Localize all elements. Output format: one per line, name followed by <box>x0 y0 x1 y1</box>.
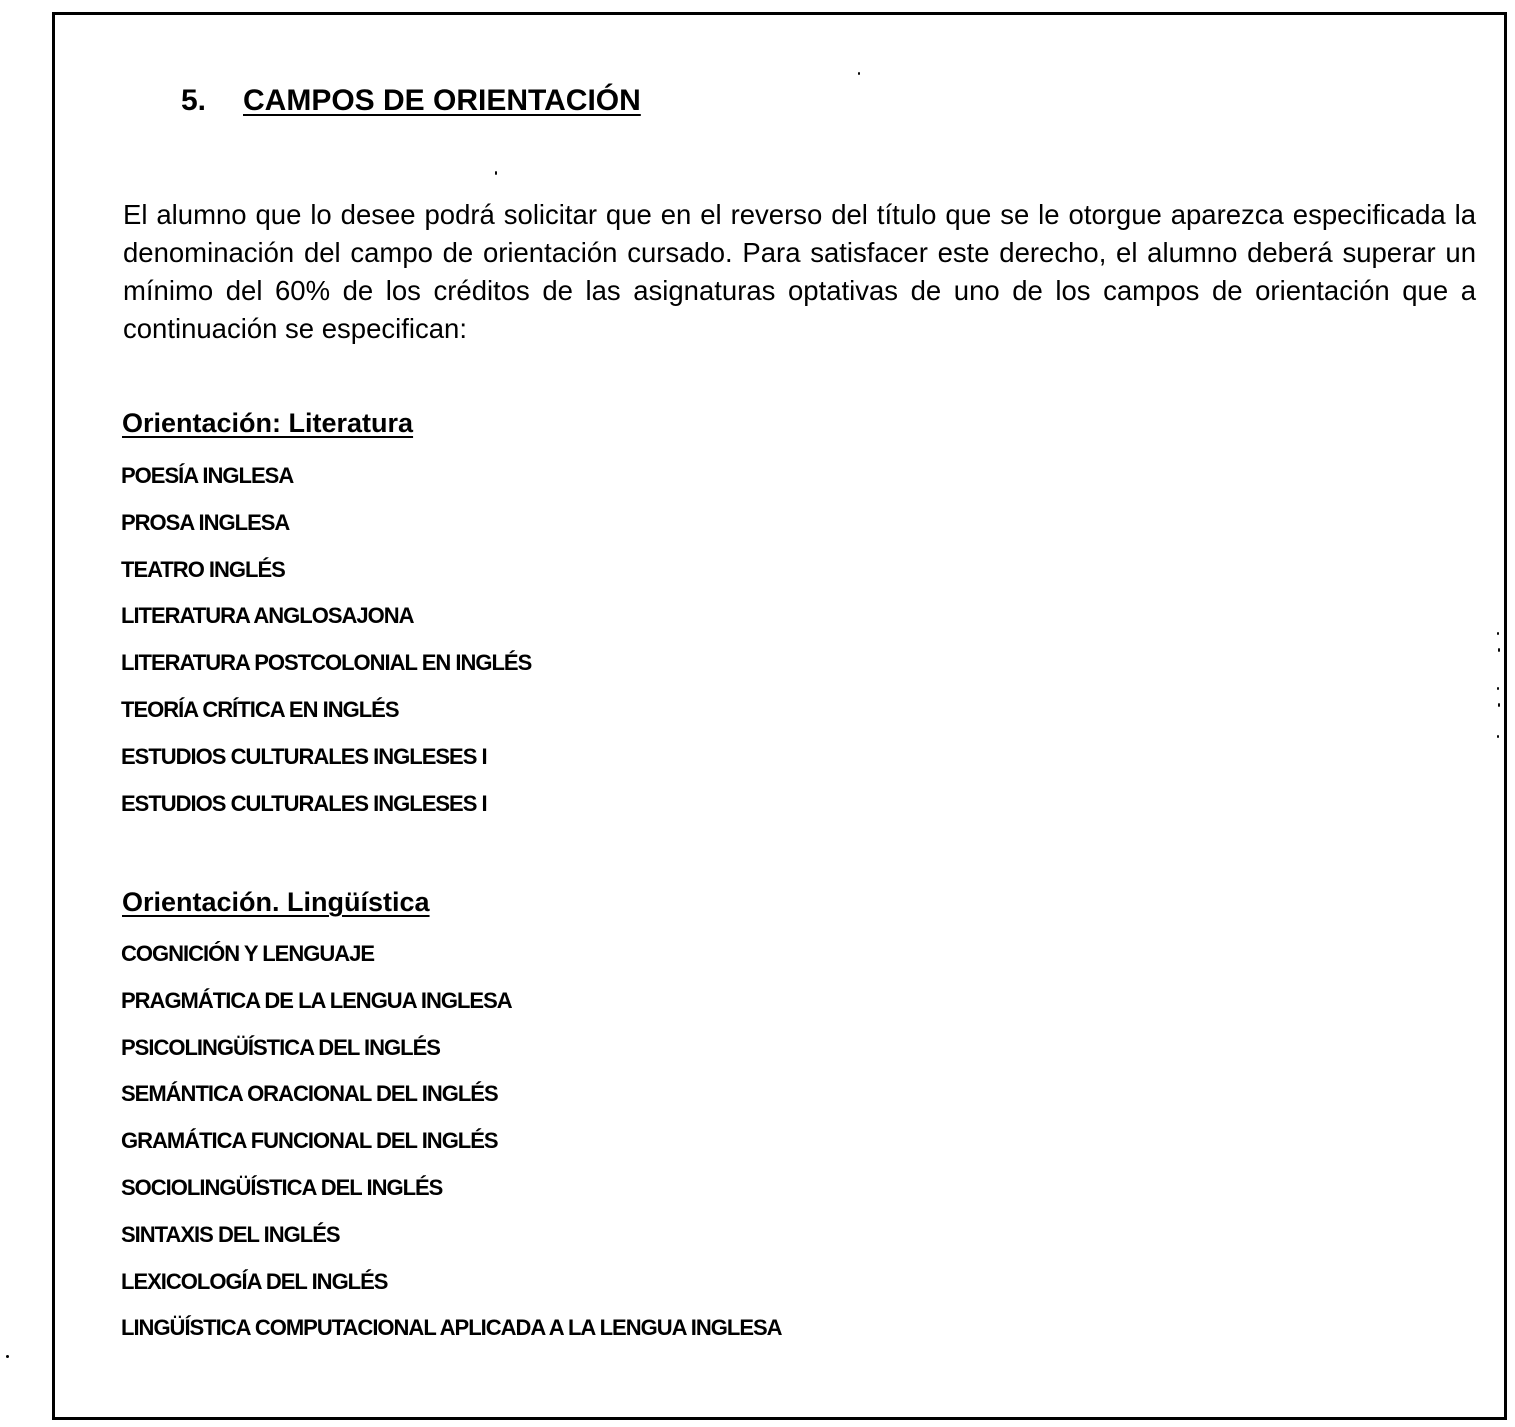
list-item: LEXICOLOGÍA DEL INGLÉS <box>121 1268 388 1294</box>
list-item: LINGÜÍSTICA COMPUTACIONAL APLICADA A LA LENGUA INGLESA <box>121 1315 782 1341</box>
linguistica-heading: Orientación. Lingüística <box>122 887 430 917</box>
literatura-heading: Orientación: Literatura <box>122 408 414 438</box>
linguistica-list <box>121 931 782 1352</box>
list-item: PRAGMÁTICA DE LA LENGUA INGLESA <box>121 987 512 1013</box>
list-item: COGNICIÓN Y LENGUAJE <box>121 941 375 966</box>
list-item: TEATRO INGLÉS <box>121 556 285 582</box>
scan-speck <box>1497 632 1499 635</box>
list-item: PSICOLINGÜÍSTICA DEL INGLÉS <box>121 1034 440 1060</box>
list-item: SEMÁNTICA ORACIONAL DEL INGLÉS <box>121 1081 498 1107</box>
list-item: ESTUDIOS CULTURALES INGLESES I <box>121 790 487 816</box>
list-item: POESÍA INGLESA <box>121 463 294 488</box>
scan-speck <box>858 72 860 75</box>
list-item: SINTAXIS DEL INGLÉS <box>121 1221 340 1247</box>
scan-speck <box>6 1355 9 1358</box>
section-title-text: CAMPOS DE ORIENTACIÓN <box>243 84 641 117</box>
list-item: ESTUDIOS CULTURALES INGLESES I <box>121 743 487 769</box>
scan-speck <box>495 171 497 175</box>
section-number: 5. <box>181 84 207 117</box>
scan-speck <box>1497 735 1499 738</box>
list-item: TEORÍA CRÍTICA EN INGLÉS <box>121 696 399 722</box>
literatura-list <box>121 453 531 827</box>
list-item: PROSA INGLESA <box>121 509 290 535</box>
list-item: SOCIOLINGÜÍSTICA DEL INGLÉS <box>121 1174 443 1200</box>
list-item: LITERATURA POSTCOLONIAL EN INGLÉS <box>121 650 532 676</box>
scan-speck <box>1498 703 1500 707</box>
list-item: LITERATURA ANGLOSAJONA <box>121 603 414 629</box>
list-item: GRAMÁTICA FUNCIONAL DEL INGLÉS <box>121 1128 498 1154</box>
scan-speck <box>1497 687 1499 690</box>
section-title <box>181 84 641 118</box>
intro-paragraph: El alumno que lo desee podrá solicitar que en el reverso del título que se le otorgue aparezca especificada la denominación del campo de orientación cursado. Para satisfacer este derecho, el alumno deberá superar un mínimo del 60% de los créditos de las asignaturas optativas de uno de los campos de orientación que a continuación se especifican: <box>123 199 1476 344</box>
scan-speck <box>1498 648 1500 652</box>
